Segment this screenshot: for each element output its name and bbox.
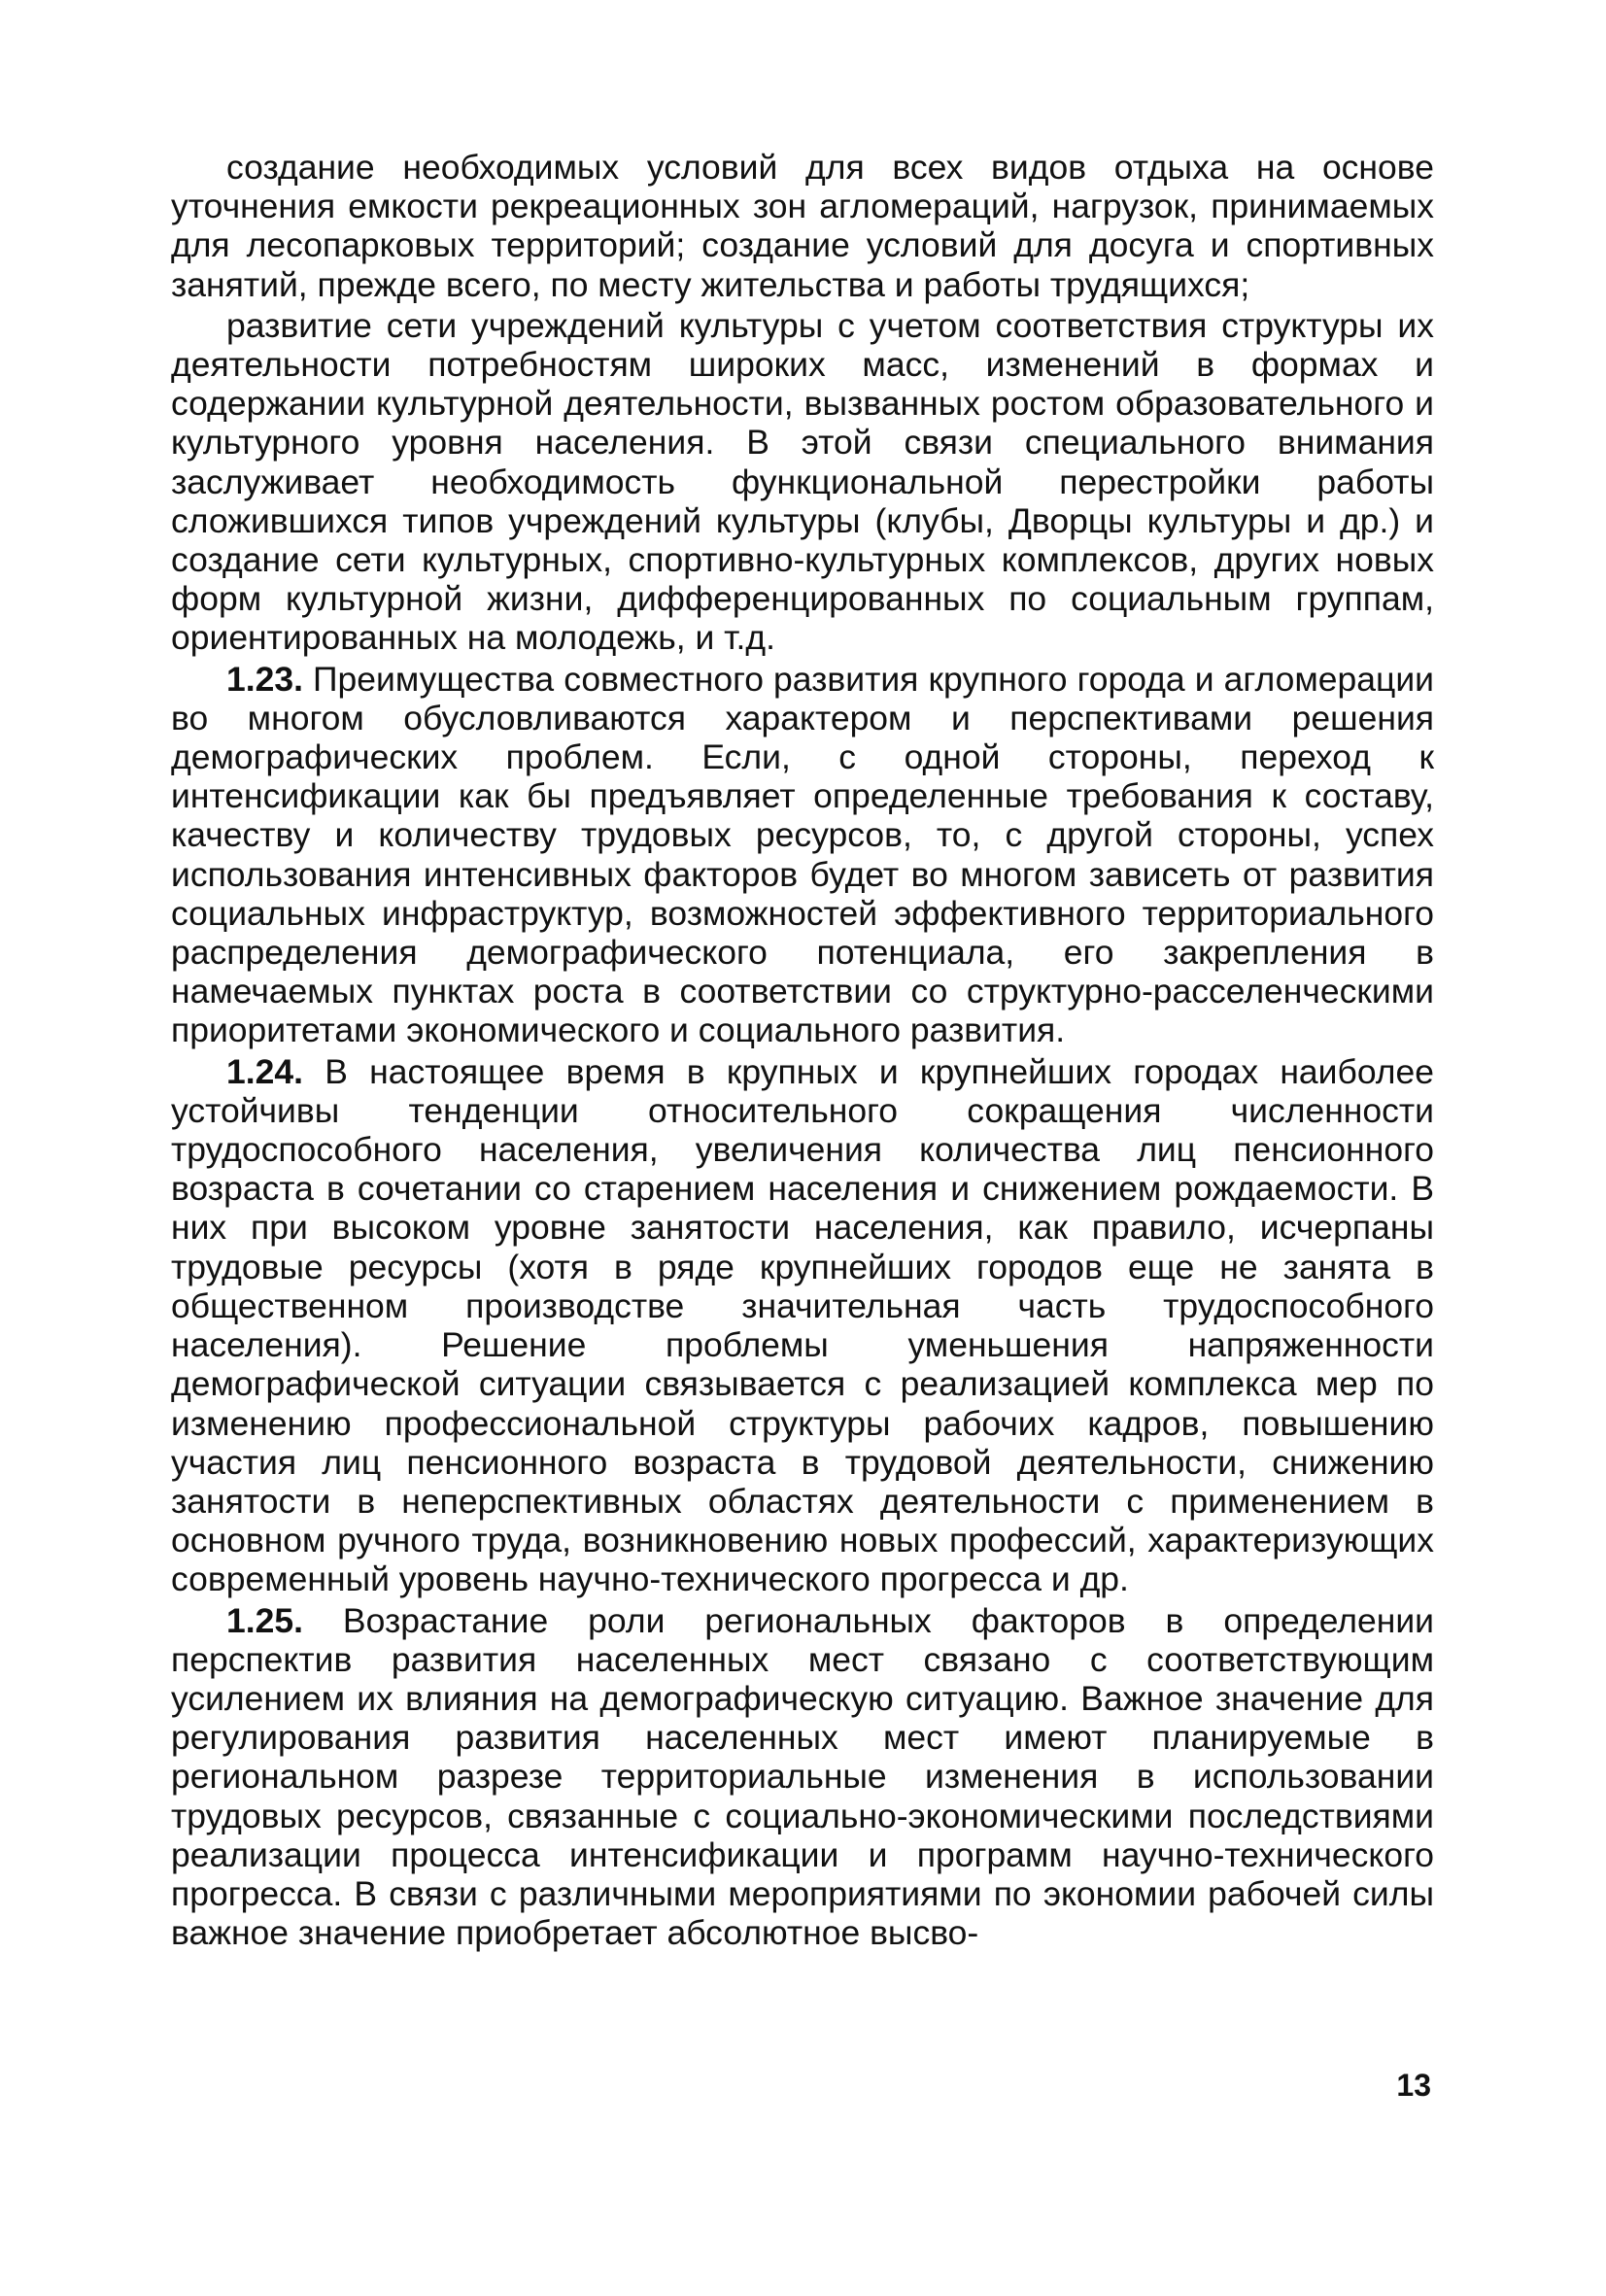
paragraph-text: развитие сети учреждений культуры с учетом соответствия структуры их деятельности потребностям широких масс, изменений в формах и содержании культурной деятельности, вызванных ростом образовательного и культурного уровня населения. В этой связи специального внимания заслуживает необходимость функциональной перестройки работы сложившихся типов учреждений культуры (клубы, Дворцы культуры и др.) и создание сети культурных, спортивно-культурных комплексов, других новых форм культурной жизни, дифференцированных по социальным группам, ориентированных на молодежь, и т.д. [171,305,1434,658]
paragraph-1-25 [171,1601,1434,1953]
paragraph-text: Возрастание роли региональных факторов в определении перспектив развития населенных мест связано с соответствующим усилением их влияния на демографическую ситуацию. Важное значение для регулирования развития населенных мест имеют планируемые в региональном разрезе территориальные изменения в использовании трудовых ресурсов, связанные с социально-экономическими последствиями реализации процесса интенсификации и программ научно-технического прогресса. В связи с различными мероприятиями по экономии рабочей силы важное значение приобретает абсолютное высво- [171,1600,1434,1953]
paragraph-culture [171,306,1434,658]
paragraph-text: В настоящее время в крупных и крупнейших городах наиболее устойчивы тенденции относительного сокращения численности трудоспособного населения, увеличения количества лиц пенсионного возраста в сочетании со старением населения и снижением рождаемости. В них при высоком уровне занятости населения, как правило, исчерпаны трудовые ресурсы (хотя в ряде крупнейших городов еще не занята в общественном производстве значительная часть трудоспособного населения). Решение проблемы уменьшения напряженности демографической ситуации связывается с реализацией комплекса мер по изменению профессиональной структуры рабочих кадров, повышению участия лиц пенсионного возраста в трудовой деятельности, снижению занятости в неперспективных областях деятельности с применением в основном ручного труда, возникновению новых профессий, характеризующих современный уровень научно-технического прогресса и др. [171,1051,1434,1599]
paragraph-recreation [171,148,1434,304]
paragraph-1-23 [171,660,1434,1050]
page-number: 13 [1396,2068,1431,2103]
paragraph-text: создание необходимых условий для всех видов отдыха на основе уточнения емкости рекреационных зон агломераций, нагрузок, принимаемых для лесопарковых территорий; создание условий для досуга и спортивных занятий, прежде всего, по месту жительства и работы трудящихся; [171,148,1434,304]
body-text [171,148,1434,1952]
paragraph-number: 1.23. [226,659,303,699]
paragraph-text: Преимущества совместного развития крупного города и агломерации во многом обусловливаются характером и перспективами решения демографических проблем. Если, с одной стороны, переход к интенсификации как бы предъявляет определенные требования к составу, качеству и количеству трудовых ресурсов, то, с другой стороны, успех использования интенсивных факторов будет во многом зависеть от развития социальных инфраструктур, возможностей эффективного территориального распределения демографического потенциала, его закрепления в намечаемых пунктах роста в соответствии со структурно-расселенческими приоритетами экономического и социального развития. [171,659,1434,1050]
paragraph-1-24 [171,1052,1434,1599]
paragraph-number: 1.25. [226,1600,303,1640]
paragraph-number: 1.24. [226,1051,303,1091]
